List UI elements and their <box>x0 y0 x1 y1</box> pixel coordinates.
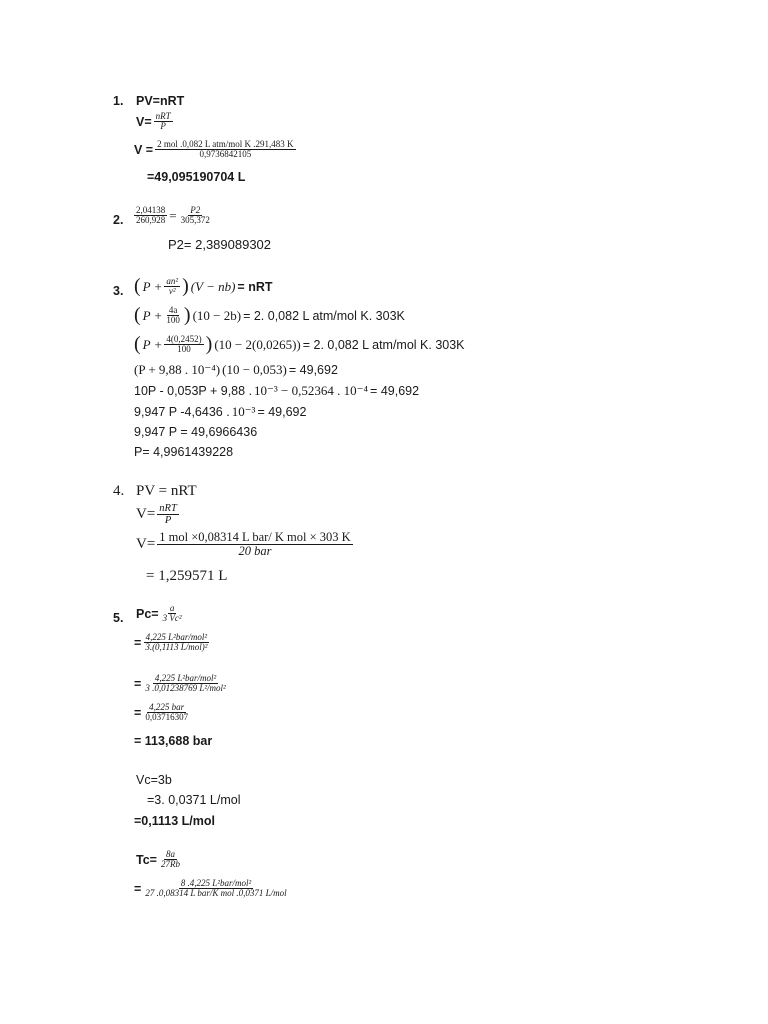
equation-substitution-2 <box>134 333 465 356</box>
term: = 2. 0,082 L atm/mol K. 303K <box>243 308 405 323</box>
item-number-3: 3. <box>113 284 124 298</box>
term: P + <box>142 278 163 294</box>
result-volume: = 1,259571 L <box>146 568 228 584</box>
equation-pc-step-3 <box>134 703 190 723</box>
term: 10P - 0,053P + 9,88 . <box>134 384 253 398</box>
equation-v-substitution <box>136 531 353 558</box>
equation-vc-formula: Vc=3b <box>136 773 172 787</box>
fraction-right <box>179 206 212 226</box>
item-number-1: 1. <box>113 94 124 108</box>
paren-open: ( <box>134 275 141 297</box>
term: = nRT <box>237 279 273 294</box>
fraction-left <box>134 206 167 226</box>
equation-ratio <box>134 206 212 226</box>
denominator: v² <box>168 286 176 296</box>
paren-close: ) <box>205 333 213 355</box>
denominator: 3.(0,1113 L/mol)² <box>145 642 208 653</box>
equals-sign: = <box>134 705 142 720</box>
fraction <box>143 633 209 653</box>
label-v: V= <box>136 114 152 129</box>
denominator: 0,9736842105 <box>199 149 252 160</box>
numerator: 4(0,2452) <box>166 333 202 344</box>
label-v: V= <box>136 536 156 553</box>
equation-step-4 <box>134 362 338 378</box>
equation-v-substitution <box>134 140 296 160</box>
result-vc: =0,1113 L/mol <box>134 814 215 828</box>
fraction <box>161 604 184 624</box>
numerator: 1 mol ×0,08314 L bar/ K mol × 303 K <box>159 530 351 544</box>
fraction <box>155 140 295 160</box>
paren-open: ( <box>134 304 141 326</box>
denominator: 100 <box>166 315 180 325</box>
term: (10 − 2b) <box>192 307 242 323</box>
fraction <box>164 335 203 355</box>
equals-sign: = <box>134 881 142 896</box>
equation-step-6 <box>134 404 306 420</box>
paren-close: ) <box>182 275 189 297</box>
denominator: 3 .0,01238769 L²/mol² <box>145 683 226 694</box>
equation-v-formula <box>136 112 173 132</box>
fraction <box>143 879 288 899</box>
label-tc: Tc= <box>136 852 157 867</box>
numerator: 4a <box>168 304 178 315</box>
term: (10 − 0,053) <box>222 362 287 377</box>
denominator: P <box>164 515 172 527</box>
denominator: 100 <box>177 344 191 354</box>
fraction <box>157 531 352 558</box>
label-v: V = <box>134 142 154 157</box>
term: P + <box>142 307 163 323</box>
term: = 49,692 <box>288 363 338 377</box>
equals-sign: = <box>134 676 142 691</box>
numerator: an² <box>166 275 179 286</box>
term: 10⁻³ − 0,52364 . 10⁻⁴ <box>254 383 369 398</box>
denominator: 27 .0,08314 L bar/K mol .0,0371 L/mol <box>145 888 287 899</box>
result-pc: = 113,688 bar <box>134 734 213 748</box>
fraction <box>164 306 182 326</box>
numerator: nRT <box>155 111 171 121</box>
term: = 49,692 <box>257 405 307 419</box>
equation-ideal-gas: PV=nRT <box>136 94 185 108</box>
numerator: 8 .4,225 L²bar/mol² <box>180 878 252 888</box>
item-number-2: 2. <box>113 213 124 227</box>
equation-tc-step-1 <box>134 879 289 899</box>
fraction <box>143 674 227 694</box>
item-number-5: 5. <box>113 611 124 625</box>
term: 9,947 P -4,6436 . <box>134 405 230 419</box>
denominator: 260,928 <box>136 215 166 226</box>
term: P + <box>142 336 163 352</box>
equation-tc-formula <box>136 850 182 870</box>
fraction <box>143 703 190 723</box>
fraction <box>164 277 180 297</box>
numerator: 4,225 L²bar/mol² <box>145 632 208 642</box>
term: (10 − 2(0,0265)) <box>214 336 301 352</box>
equation-ideal-gas: PV = nRT <box>136 483 197 499</box>
numerator: 8a <box>165 849 175 859</box>
paren-open: ( <box>134 333 141 355</box>
term: 10⁻³ <box>231 404 256 419</box>
equation-pc-formula <box>136 604 184 624</box>
equation-vc-step: =3. 0,0371 L/mol <box>147 793 241 807</box>
numerator: 2,04138 <box>136 205 166 215</box>
term: = 49,692 <box>370 384 420 398</box>
result-pressure: P= 4,9961439228 <box>134 445 234 459</box>
result-volume: =49,095190704 L <box>147 170 246 184</box>
numerator: nRT <box>159 503 177 514</box>
equation-step-5 <box>134 383 419 399</box>
term: = 2. 0,082 L atm/mol K. 303K <box>302 337 465 352</box>
denominator: 27Rb <box>160 859 180 870</box>
numerator: 4,225 bar <box>149 702 185 712</box>
denominator: 0,03716307 <box>145 712 189 723</box>
fraction <box>159 850 182 870</box>
equation-v-formula <box>136 503 179 526</box>
numerator: a <box>169 603 175 613</box>
denominator: 3 Vc² <box>162 613 182 624</box>
equation-pc-step-1 <box>134 633 209 653</box>
fraction <box>154 112 173 132</box>
numerator: 4,225 L²bar/mol² <box>154 673 217 683</box>
equation-substitution-1 <box>134 304 405 327</box>
equals-sign: = <box>134 635 142 650</box>
equation-pc-step-2 <box>134 674 228 694</box>
numerator: P2 <box>190 205 201 215</box>
equation-step-7: 9,947 P = 49,6966436 <box>134 425 258 439</box>
label-v: V= <box>136 506 156 523</box>
item-number-4: 4. <box>113 483 125 499</box>
denominator: 20 bar <box>238 544 272 559</box>
result-p2: P2= 2,389089302 <box>168 237 272 252</box>
equation-van-der-waals <box>134 275 273 298</box>
term: (V − nb) <box>190 278 236 294</box>
term: (P + 9,88 . 10⁻⁴) <box>134 362 221 377</box>
equals-sign: = <box>169 207 177 223</box>
paren-close: ) <box>183 304 191 326</box>
fraction <box>157 503 179 526</box>
numerator: 2 mol .0,082 L atm/mol K .291,483 K <box>157 139 294 149</box>
denominator: P <box>160 121 166 132</box>
denominator: 305,372 <box>180 215 210 226</box>
label-pc: Pc= <box>136 606 159 621</box>
